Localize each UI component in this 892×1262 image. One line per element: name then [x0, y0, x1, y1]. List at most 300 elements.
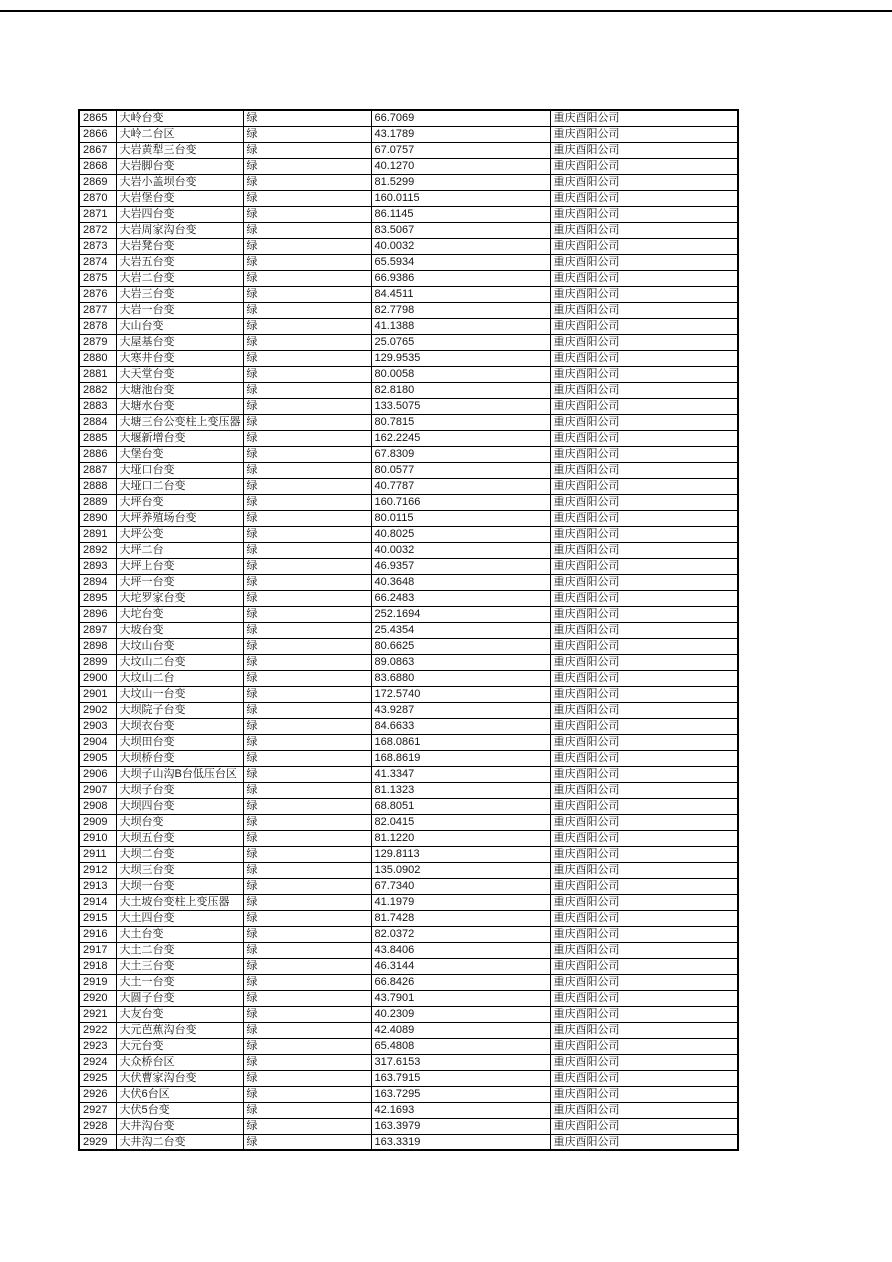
cell-company: 重庆酉阳公司 — [550, 1038, 738, 1054]
cell-company: 重庆酉阳公司 — [550, 862, 738, 878]
cell-value: 67.7340 — [371, 878, 550, 894]
cell-name: 大坟山二台 — [116, 670, 243, 686]
cell-status: 绿 — [243, 398, 371, 414]
cell-name: 大垭口二台变 — [116, 478, 243, 494]
cell-id: 2901 — [79, 686, 116, 702]
cell-company: 重庆酉阳公司 — [550, 606, 738, 622]
cell-status: 绿 — [243, 974, 371, 990]
cell-company: 重庆酉阳公司 — [550, 638, 738, 654]
table-row — [79, 846, 738, 862]
cell-id: 2866 — [79, 126, 116, 142]
table-row — [79, 766, 738, 782]
table-row — [79, 110, 738, 126]
table-row — [79, 334, 738, 350]
cell-id: 2928 — [79, 1118, 116, 1134]
cell-company: 重庆酉阳公司 — [550, 494, 738, 510]
cell-value: 163.7915 — [371, 1070, 550, 1086]
cell-id: 2908 — [79, 798, 116, 814]
cell-name: 大岩凳台变 — [116, 238, 243, 254]
cell-status: 绿 — [243, 1022, 371, 1038]
cell-id: 2922 — [79, 1022, 116, 1038]
cell-company: 重庆酉阳公司 — [550, 238, 738, 254]
cell-name: 大土四台变 — [116, 910, 243, 926]
table-row — [79, 190, 738, 206]
cell-value: 163.3979 — [371, 1118, 550, 1134]
cell-company: 重庆酉阳公司 — [550, 334, 738, 350]
cell-name: 大伏曹家沟台变 — [116, 1070, 243, 1086]
cell-company: 重庆酉阳公司 — [550, 382, 738, 398]
cell-name: 大坟山一台变 — [116, 686, 243, 702]
cell-id: 2913 — [79, 878, 116, 894]
cell-id: 2872 — [79, 222, 116, 238]
table-row — [79, 1102, 738, 1118]
cell-status: 绿 — [243, 766, 371, 782]
table-row — [79, 446, 738, 462]
cell-value: 133.5075 — [371, 398, 550, 414]
table-row — [79, 878, 738, 894]
cell-id: 2894 — [79, 574, 116, 590]
cell-value: 82.0415 — [371, 814, 550, 830]
cell-value: 80.6625 — [371, 638, 550, 654]
cell-id: 2927 — [79, 1102, 116, 1118]
cell-id: 2871 — [79, 206, 116, 222]
cell-id: 2906 — [79, 766, 116, 782]
cell-company: 重庆酉阳公司 — [550, 366, 738, 382]
cell-id: 2919 — [79, 974, 116, 990]
cell-id: 2893 — [79, 558, 116, 574]
cell-company: 重庆酉阳公司 — [550, 1134, 738, 1150]
cell-id: 2909 — [79, 814, 116, 830]
cell-name: 大坡台变 — [116, 622, 243, 638]
page-top-divider — [0, 10, 892, 12]
cell-company: 重庆酉阳公司 — [550, 750, 738, 766]
cell-value: 82.8180 — [371, 382, 550, 398]
table-row — [79, 158, 738, 174]
cell-company: 重庆酉阳公司 — [550, 990, 738, 1006]
cell-name: 大岩小盖坝台变 — [116, 174, 243, 190]
cell-value: 40.2309 — [371, 1006, 550, 1022]
cell-status: 绿 — [243, 190, 371, 206]
cell-status: 绿 — [243, 526, 371, 542]
cell-name: 大岩四台变 — [116, 206, 243, 222]
cell-status: 绿 — [243, 494, 371, 510]
cell-value: 65.5934 — [371, 254, 550, 270]
cell-company: 重庆酉阳公司 — [550, 142, 738, 158]
table-row — [79, 206, 738, 222]
cell-status: 绿 — [243, 478, 371, 494]
cell-name: 大坝台变 — [116, 814, 243, 830]
cell-id: 2878 — [79, 318, 116, 334]
cell-status: 绿 — [243, 446, 371, 462]
cell-name: 大坪台变 — [116, 494, 243, 510]
table-row — [79, 398, 738, 414]
cell-id: 2896 — [79, 606, 116, 622]
cell-value: 43.9287 — [371, 702, 550, 718]
cell-company: 重庆酉阳公司 — [550, 766, 738, 782]
cell-id: 2890 — [79, 510, 116, 526]
cell-id: 2904 — [79, 734, 116, 750]
table-row — [79, 814, 738, 830]
cell-id: 2921 — [79, 1006, 116, 1022]
cell-status: 绿 — [243, 110, 371, 126]
cell-name: 大众桥台区 — [116, 1054, 243, 1070]
table-row — [79, 430, 738, 446]
cell-value: 81.1220 — [371, 830, 550, 846]
cell-value: 129.8113 — [371, 846, 550, 862]
cell-value: 68.8051 — [371, 798, 550, 814]
table-row — [79, 286, 738, 302]
cell-company: 重庆酉阳公司 — [550, 398, 738, 414]
cell-status: 绿 — [243, 302, 371, 318]
cell-id: 2924 — [79, 1054, 116, 1070]
cell-company: 重庆酉阳公司 — [550, 1054, 738, 1070]
cell-id: 2898 — [79, 638, 116, 654]
cell-status: 绿 — [243, 558, 371, 574]
cell-status: 绿 — [243, 510, 371, 526]
cell-status: 绿 — [243, 1118, 371, 1134]
cell-name: 大坨台变 — [116, 606, 243, 622]
cell-value: 41.1979 — [371, 894, 550, 910]
cell-id: 2905 — [79, 750, 116, 766]
table-row — [79, 942, 738, 958]
cell-name: 大堡台变 — [116, 446, 243, 462]
cell-status: 绿 — [243, 606, 371, 622]
cell-value: 81.1323 — [371, 782, 550, 798]
cell-value: 42.4089 — [371, 1022, 550, 1038]
cell-value: 89.0863 — [371, 654, 550, 670]
table-row — [79, 782, 738, 798]
table-row — [79, 606, 738, 622]
cell-name: 大土二台变 — [116, 942, 243, 958]
cell-status: 绿 — [243, 174, 371, 190]
table-row — [79, 510, 738, 526]
cell-id: 2892 — [79, 542, 116, 558]
table-row — [79, 366, 738, 382]
table-row — [79, 734, 738, 750]
cell-status: 绿 — [243, 1054, 371, 1070]
cell-name: 大坝一台变 — [116, 878, 243, 894]
cell-company: 重庆酉阳公司 — [550, 670, 738, 686]
cell-company: 重庆酉阳公司 — [550, 110, 738, 126]
cell-value: 83.5067 — [371, 222, 550, 238]
cell-status: 绿 — [243, 750, 371, 766]
cell-company: 重庆酉阳公司 — [550, 1086, 738, 1102]
cell-company: 重庆酉阳公司 — [550, 478, 738, 494]
cell-name: 大坟山二台变 — [116, 654, 243, 670]
cell-value: 25.0765 — [371, 334, 550, 350]
cell-status: 绿 — [243, 878, 371, 894]
table-row — [79, 1038, 738, 1054]
cell-company: 重庆酉阳公司 — [550, 686, 738, 702]
cell-value: 168.8619 — [371, 750, 550, 766]
cell-name: 大坝四台变 — [116, 798, 243, 814]
cell-id: 2865 — [79, 110, 116, 126]
cell-value: 84.6633 — [371, 718, 550, 734]
cell-status: 绿 — [243, 142, 371, 158]
cell-company: 重庆酉阳公司 — [550, 654, 738, 670]
cell-status: 绿 — [243, 238, 371, 254]
table-row — [79, 830, 738, 846]
cell-value: 84.4511 — [371, 286, 550, 302]
cell-name: 大塘三台公变柱上变压器 — [116, 414, 243, 430]
cell-id: 2875 — [79, 270, 116, 286]
table-row — [79, 254, 738, 270]
cell-id: 2920 — [79, 990, 116, 1006]
cell-status: 绿 — [243, 158, 371, 174]
cell-company: 重庆酉阳公司 — [550, 126, 738, 142]
cell-name: 大岩二台变 — [116, 270, 243, 286]
cell-status: 绿 — [243, 926, 371, 942]
table-row — [79, 590, 738, 606]
cell-name: 大土坡台变柱上变压器 — [116, 894, 243, 910]
cell-value: 168.0861 — [371, 734, 550, 750]
cell-id: 2876 — [79, 286, 116, 302]
cell-id: 2917 — [79, 942, 116, 958]
cell-name: 大元芭蕉沟台变 — [116, 1022, 243, 1038]
cell-company: 重庆酉阳公司 — [550, 558, 738, 574]
cell-company: 重庆酉阳公司 — [550, 510, 738, 526]
cell-value: 80.7815 — [371, 414, 550, 430]
cell-value: 66.9386 — [371, 270, 550, 286]
cell-value: 86.1145 — [371, 206, 550, 222]
table-row — [79, 542, 738, 558]
cell-name: 大堰新增台变 — [116, 430, 243, 446]
cell-company: 重庆酉阳公司 — [550, 574, 738, 590]
cell-value: 163.7295 — [371, 1086, 550, 1102]
cell-value: 129.9535 — [371, 350, 550, 366]
cell-id: 2889 — [79, 494, 116, 510]
cell-name: 大坝田台变 — [116, 734, 243, 750]
cell-status: 绿 — [243, 542, 371, 558]
table-row — [79, 142, 738, 158]
cell-status: 绿 — [243, 894, 371, 910]
cell-name: 大岩三台变 — [116, 286, 243, 302]
table-row — [79, 862, 738, 878]
table-row — [79, 990, 738, 1006]
cell-name: 大坨罗家台变 — [116, 590, 243, 606]
table-row — [79, 270, 738, 286]
cell-company: 重庆酉阳公司 — [550, 734, 738, 750]
table-row — [79, 126, 738, 142]
cell-value: 252.1694 — [371, 606, 550, 622]
table-row — [79, 670, 738, 686]
cell-value: 163.3319 — [371, 1134, 550, 1150]
table-row — [79, 174, 738, 190]
cell-name: 大坪公变 — [116, 526, 243, 542]
cell-name: 大元台变 — [116, 1038, 243, 1054]
cell-company: 重庆酉阳公司 — [550, 190, 738, 206]
cell-value: 66.2483 — [371, 590, 550, 606]
cell-status: 绿 — [243, 670, 371, 686]
table-row — [79, 686, 738, 702]
cell-id: 2900 — [79, 670, 116, 686]
cell-value: 46.3144 — [371, 958, 550, 974]
cell-name: 大坪二台 — [116, 542, 243, 558]
cell-name: 大坝子山沟B台低压台区 — [116, 766, 243, 782]
cell-company: 重庆酉阳公司 — [550, 1118, 738, 1134]
table-row — [79, 382, 738, 398]
cell-status: 绿 — [243, 862, 371, 878]
table-row — [79, 1134, 738, 1150]
cell-name: 大岭二台区 — [116, 126, 243, 142]
cell-id: 2903 — [79, 718, 116, 734]
cell-id: 2907 — [79, 782, 116, 798]
cell-id: 2869 — [79, 174, 116, 190]
cell-value: 82.7798 — [371, 302, 550, 318]
cell-value: 80.0577 — [371, 462, 550, 478]
cell-status: 绿 — [243, 318, 371, 334]
cell-company: 重庆酉阳公司 — [550, 350, 738, 366]
cell-name: 大井沟台变 — [116, 1118, 243, 1134]
cell-value: 65.4808 — [371, 1038, 550, 1054]
cell-status: 绿 — [243, 1038, 371, 1054]
cell-status: 绿 — [243, 462, 371, 478]
table-row — [79, 462, 738, 478]
cell-name: 大友台变 — [116, 1006, 243, 1022]
table-row — [79, 1086, 738, 1102]
table-row — [79, 926, 738, 942]
table-row — [79, 414, 738, 430]
cell-value: 40.0032 — [371, 542, 550, 558]
cell-company: 重庆酉阳公司 — [550, 286, 738, 302]
cell-company: 重庆酉阳公司 — [550, 622, 738, 638]
cell-name: 大岩黄犁三台变 — [116, 142, 243, 158]
cell-name: 大天堂台变 — [116, 366, 243, 382]
cell-company: 重庆酉阳公司 — [550, 414, 738, 430]
cell-status: 绿 — [243, 350, 371, 366]
cell-name: 大坪养殖场台变 — [116, 510, 243, 526]
cell-status: 绿 — [243, 270, 371, 286]
table-row — [79, 1054, 738, 1070]
cell-id: 2879 — [79, 334, 116, 350]
cell-id: 2884 — [79, 414, 116, 430]
table-row — [79, 350, 738, 366]
cell-company: 重庆酉阳公司 — [550, 542, 738, 558]
cell-id: 2899 — [79, 654, 116, 670]
cell-value: 40.0032 — [371, 238, 550, 254]
table-row — [79, 1070, 738, 1086]
cell-value: 66.8426 — [371, 974, 550, 990]
cell-name: 大伏5台变 — [116, 1102, 243, 1118]
cell-id: 2873 — [79, 238, 116, 254]
cell-name: 大坝五台变 — [116, 830, 243, 846]
cell-value: 160.0115 — [371, 190, 550, 206]
cell-name: 大井沟二台变 — [116, 1134, 243, 1150]
cell-id: 2868 — [79, 158, 116, 174]
cell-company: 重庆酉阳公司 — [550, 894, 738, 910]
cell-id: 2881 — [79, 366, 116, 382]
cell-name: 大圆子台变 — [116, 990, 243, 1006]
table-row — [79, 702, 738, 718]
cell-id: 2880 — [79, 350, 116, 366]
table-row — [79, 1022, 738, 1038]
cell-value: 135.0902 — [371, 862, 550, 878]
cell-value: 46.9357 — [371, 558, 550, 574]
cell-value: 82.0372 — [371, 926, 550, 942]
table-row — [79, 526, 738, 542]
cell-status: 绿 — [243, 382, 371, 398]
cell-value: 83.6880 — [371, 670, 550, 686]
cell-company: 重庆酉阳公司 — [550, 1070, 738, 1086]
cell-id: 2911 — [79, 846, 116, 862]
cell-id: 2877 — [79, 302, 116, 318]
cell-name: 大岩一台变 — [116, 302, 243, 318]
cell-name: 大塘池台变 — [116, 382, 243, 398]
cell-status: 绿 — [243, 958, 371, 974]
cell-value: 172.5740 — [371, 686, 550, 702]
table-row — [79, 478, 738, 494]
cell-name: 大土台变 — [116, 926, 243, 942]
cell-status: 绿 — [243, 1006, 371, 1022]
cell-value: 40.3648 — [371, 574, 550, 590]
cell-company: 重庆酉阳公司 — [550, 958, 738, 974]
cell-status: 绿 — [243, 430, 371, 446]
cell-company: 重庆酉阳公司 — [550, 1006, 738, 1022]
cell-id: 2882 — [79, 382, 116, 398]
cell-status: 绿 — [243, 622, 371, 638]
cell-company: 重庆酉阳公司 — [550, 942, 738, 958]
cell-id: 2926 — [79, 1086, 116, 1102]
cell-company: 重庆酉阳公司 — [550, 222, 738, 238]
cell-company: 重庆酉阳公司 — [550, 718, 738, 734]
cell-value: 25.4354 — [371, 622, 550, 638]
cell-status: 绿 — [243, 846, 371, 862]
cell-value: 43.1789 — [371, 126, 550, 142]
table-row — [79, 974, 738, 990]
cell-name: 大坟山台变 — [116, 638, 243, 654]
cell-name: 大屋基台变 — [116, 334, 243, 350]
cell-value: 81.7428 — [371, 910, 550, 926]
cell-status: 绿 — [243, 734, 371, 750]
cell-company: 重庆酉阳公司 — [550, 830, 738, 846]
cell-name: 大坪一台变 — [116, 574, 243, 590]
cell-status: 绿 — [243, 1102, 371, 1118]
cell-status: 绿 — [243, 814, 371, 830]
cell-status: 绿 — [243, 1070, 371, 1086]
table-row — [79, 1118, 738, 1134]
cell-company: 重庆酉阳公司 — [550, 702, 738, 718]
cell-name: 大坝衣台变 — [116, 718, 243, 734]
cell-id: 2885 — [79, 430, 116, 446]
cell-company: 重庆酉阳公司 — [550, 926, 738, 942]
cell-name: 大坪上台变 — [116, 558, 243, 574]
cell-company: 重庆酉阳公司 — [550, 254, 738, 270]
cell-id: 2918 — [79, 958, 116, 974]
cell-value: 41.3347 — [371, 766, 550, 782]
cell-id: 2891 — [79, 526, 116, 542]
cell-id: 2902 — [79, 702, 116, 718]
cell-status: 绿 — [243, 286, 371, 302]
cell-status: 绿 — [243, 206, 371, 222]
cell-company: 重庆酉阳公司 — [550, 878, 738, 894]
cell-status: 绿 — [243, 1134, 371, 1150]
cell-name: 大土三台变 — [116, 958, 243, 974]
cell-company: 重庆酉阳公司 — [550, 446, 738, 462]
cell-value: 162.2245 — [371, 430, 550, 446]
cell-id: 2870 — [79, 190, 116, 206]
cell-company: 重庆酉阳公司 — [550, 318, 738, 334]
cell-company: 重庆酉阳公司 — [550, 302, 738, 318]
cell-company: 重庆酉阳公司 — [550, 1102, 738, 1118]
table-row — [79, 302, 738, 318]
cell-status: 绿 — [243, 702, 371, 718]
cell-company: 重庆酉阳公司 — [550, 158, 738, 174]
cell-name: 大坝桥台变 — [116, 750, 243, 766]
cell-id: 2887 — [79, 462, 116, 478]
cell-status: 绿 — [243, 638, 371, 654]
cell-name: 大坝院子台变 — [116, 702, 243, 718]
cell-id: 2912 — [79, 862, 116, 878]
